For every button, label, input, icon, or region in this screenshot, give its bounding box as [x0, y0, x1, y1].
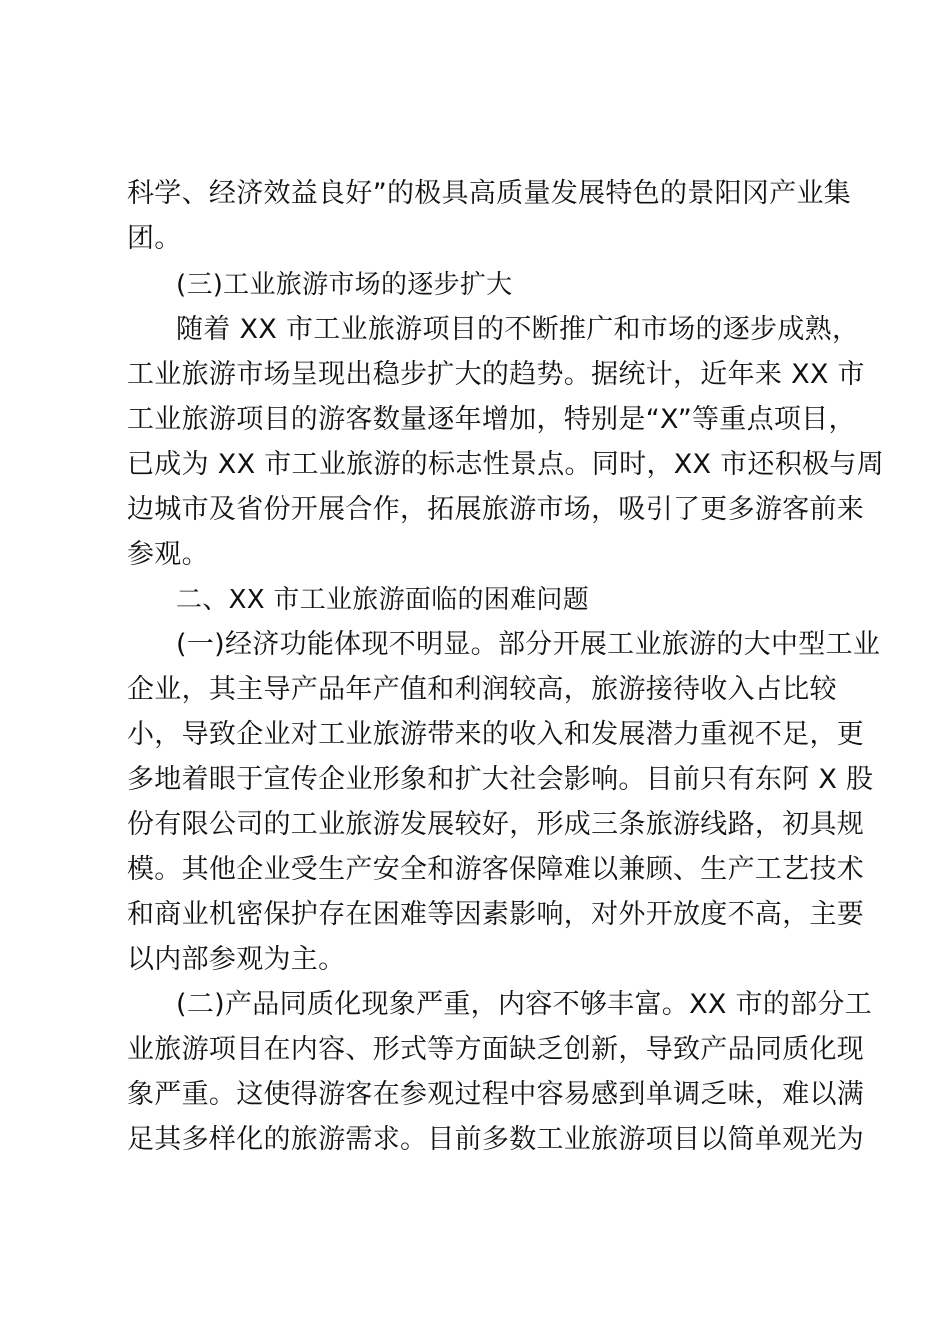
text-line-20: 业旅游项目在内容、形式等方面缺乏创新，导致产品同质化现 [127, 1034, 865, 1065]
text-line-7: 已成为 XX 市工业旅游的标志性景点。同时，XX 市还积极与周 [127, 449, 885, 480]
text-line-13: 小，导致企业对工业旅游带来的收入和发展潜力重视不足，更 [127, 719, 865, 750]
text-line-14: 多地着眼于宣传企业形象和扩大社会影响。目前只有东阿 X 股 [127, 764, 874, 795]
text-line-22: 足其多样化的旅游需求。目前多数工业旅游项目以简单观光为 [127, 1124, 865, 1155]
text-line-9: 参观。 [127, 539, 209, 570]
text-line-5: 工业旅游市场呈现出稳步扩大的趋势。据统计，近年来 XX 市 [127, 359, 865, 390]
text-line-18: 以内部参观为主。 [127, 944, 346, 975]
text-line-19: (二)产品同质化现象严重，内容不够丰富。XX 市的部分工 [176, 989, 873, 1020]
text-line-17: 和商业机密保护存在困难等因素影响，对外开放度不高，主要 [127, 899, 865, 930]
text-line-12: 企业，其主导产品年产值和利润较高，旅游接待收入占比较 [127, 674, 837, 705]
text-line-16: 模。其他企业受生产安全和游客保障难以兼顾、生产工艺技术 [127, 854, 865, 885]
text-line-11: (一)经济功能体现不明显。部分开展工业旅游的大中型工业 [176, 629, 881, 660]
text-line-4: 随着 XX 市工业旅游项目的不断推广和市场的逐步成熟， [176, 314, 860, 345]
text-line-2: 团。 [127, 223, 182, 254]
text-line-15: 份有限公司的工业旅游发展较好，形成三条旅游线路，初具规 [127, 809, 865, 840]
section-heading-2: 二、XX 市工业旅游面临的困难问题 [176, 585, 589, 615]
text-line-8: 边城市及省份开展合作，拓展旅游市场，吸引了更多游客前来 [127, 494, 865, 525]
text-line-1: 科学、经济效益良好”的极具高质量发展特色的景阳冈产业集 [127, 178, 852, 209]
text-line-6: 工业旅游项目的游客数量逐年增加，特别是“X”等重点项目， [127, 404, 856, 435]
section-heading-3: (三)工业旅游市场的逐步扩大 [176, 270, 513, 300]
text-line-21: 象严重。这使得游客在参观过程中容易感到单调乏味，难以满 [127, 1079, 865, 1110]
